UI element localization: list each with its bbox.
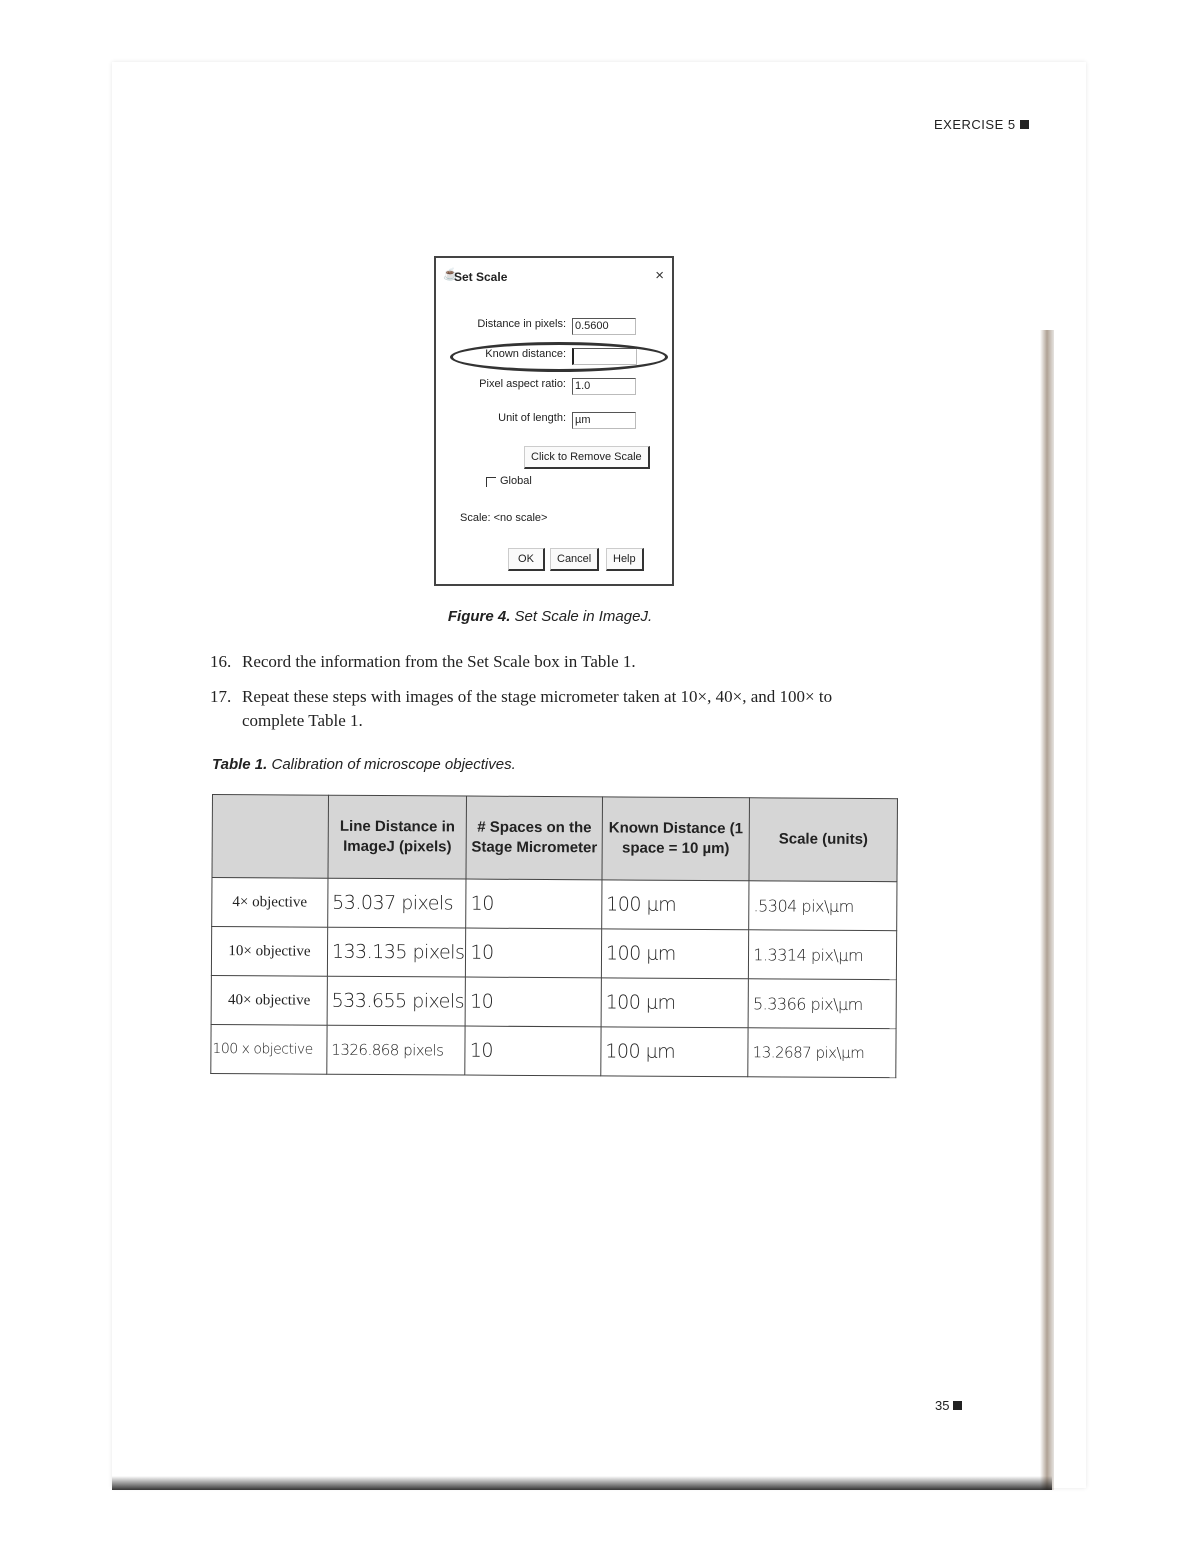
step-text: Repeat these steps with images of the stage micrometer taken at 10×, 40×, and 100× to (242, 687, 833, 706)
dialog-title: Set Scale (454, 270, 508, 284)
table-caption (212, 756, 516, 773)
known-distance-cell: 100 µm (601, 978, 749, 1028)
table-caption-text: Calibration of microscope objectives. (271, 756, 516, 773)
step-number: 17. (210, 687, 232, 706)
table-row (211, 975, 896, 1028)
pixel-aspect-row (436, 378, 672, 396)
java-cup-icon: ☕ (443, 267, 458, 281)
spaces-cell: 10 (465, 977, 601, 1027)
spaces-cell: 10 (466, 879, 602, 929)
exercise-label: EXERCISE 5 (934, 117, 1016, 132)
step-17 (210, 685, 900, 733)
header-scale: Scale (units) (749, 798, 897, 882)
objective-cell: 4× objective (212, 878, 328, 928)
header-blank (212, 795, 328, 879)
known-distance-cell: 100 µm (601, 929, 749, 979)
page-edge-shadow (1040, 330, 1054, 1490)
pixel-aspect-label: Pixel aspect ratio: (479, 378, 566, 390)
global-label: Global (500, 475, 532, 487)
close-icon[interactable]: × (655, 267, 664, 284)
line-distance-cell: 533.655 pixels (327, 976, 466, 1026)
scale-cell: 1.3314 pix\µm (749, 930, 897, 980)
figure-text: Set Scale in ImageJ. (514, 608, 653, 625)
square-bullet-icon (1020, 120, 1029, 129)
line-distance-cell: 1326.868 pixels (327, 1025, 466, 1075)
table-row (212, 878, 897, 931)
known-distance-label: Known distance: (485, 348, 566, 360)
distance-pixels-input[interactable]: 0.5600 (572, 318, 636, 335)
global-checkbox[interactable] (486, 477, 496, 487)
square-bullet-icon (953, 1401, 962, 1410)
objective-cell: 10× objective (211, 927, 327, 977)
line-distance-cell: 133.135 pixels (327, 927, 466, 977)
step-text-cont: complete Table 1. (242, 711, 363, 730)
unit-length-row (436, 412, 672, 430)
line-distance-cell: 53.037 pixels (328, 878, 467, 928)
set-scale-dialog (434, 256, 674, 586)
calibration-table (210, 794, 898, 1078)
distance-pixels-label: Distance in pixels: (477, 318, 566, 330)
highlight-circle (450, 342, 668, 372)
objective-cell: 100 x objective (211, 1024, 327, 1074)
ok-button[interactable]: OK (508, 548, 545, 571)
remove-scale-button[interactable]: Click to Remove Scale (524, 446, 650, 469)
scale-cell: .5304 pix\µm (749, 881, 897, 931)
cancel-button[interactable]: Cancel (550, 548, 599, 571)
page-bottom-shadow (112, 1476, 1052, 1490)
table-row (211, 927, 896, 980)
unit-length-input[interactable]: µm (572, 412, 636, 429)
scale-status: Scale: <no scale> (460, 512, 548, 524)
pixel-aspect-input[interactable]: 1.0 (572, 378, 636, 395)
header-line-distance: Line Distance in ImageJ (pixels) (328, 795, 467, 879)
figure-label: Figure 4. (447, 608, 511, 625)
known-distance-cell: 100 µm (601, 1027, 749, 1077)
header-spaces: # Spaces on the Stage Micrometer (466, 796, 602, 880)
table-header-row (212, 795, 897, 882)
spaces-cell: 10 (466, 928, 602, 978)
help-button[interactable]: Help (606, 548, 644, 571)
header-known-distance: Known Distance (1 space = 10 µm) (602, 797, 750, 881)
table-row (211, 1024, 896, 1077)
running-header (934, 117, 1029, 132)
step-number: 16. (210, 652, 232, 671)
objective-cell: 40× objective (211, 975, 327, 1025)
table-label: Table 1. (212, 756, 268, 773)
unit-length-label: Unit of length: (498, 412, 566, 424)
known-distance-cell: 100 µm (602, 880, 750, 930)
scale-cell: 5.3366 pix\µm (748, 979, 896, 1029)
distance-pixels-row (436, 318, 672, 336)
figure-caption (0, 608, 1100, 625)
page-number (935, 1398, 962, 1413)
page-number-text: 35 (935, 1398, 950, 1413)
spaces-cell: 10 (465, 1026, 601, 1076)
step-text: Record the information from the Set Scale box in Table 1. (242, 652, 636, 671)
step-16 (210, 650, 636, 674)
scale-cell: 13.2687 pix\µm (748, 1028, 896, 1078)
